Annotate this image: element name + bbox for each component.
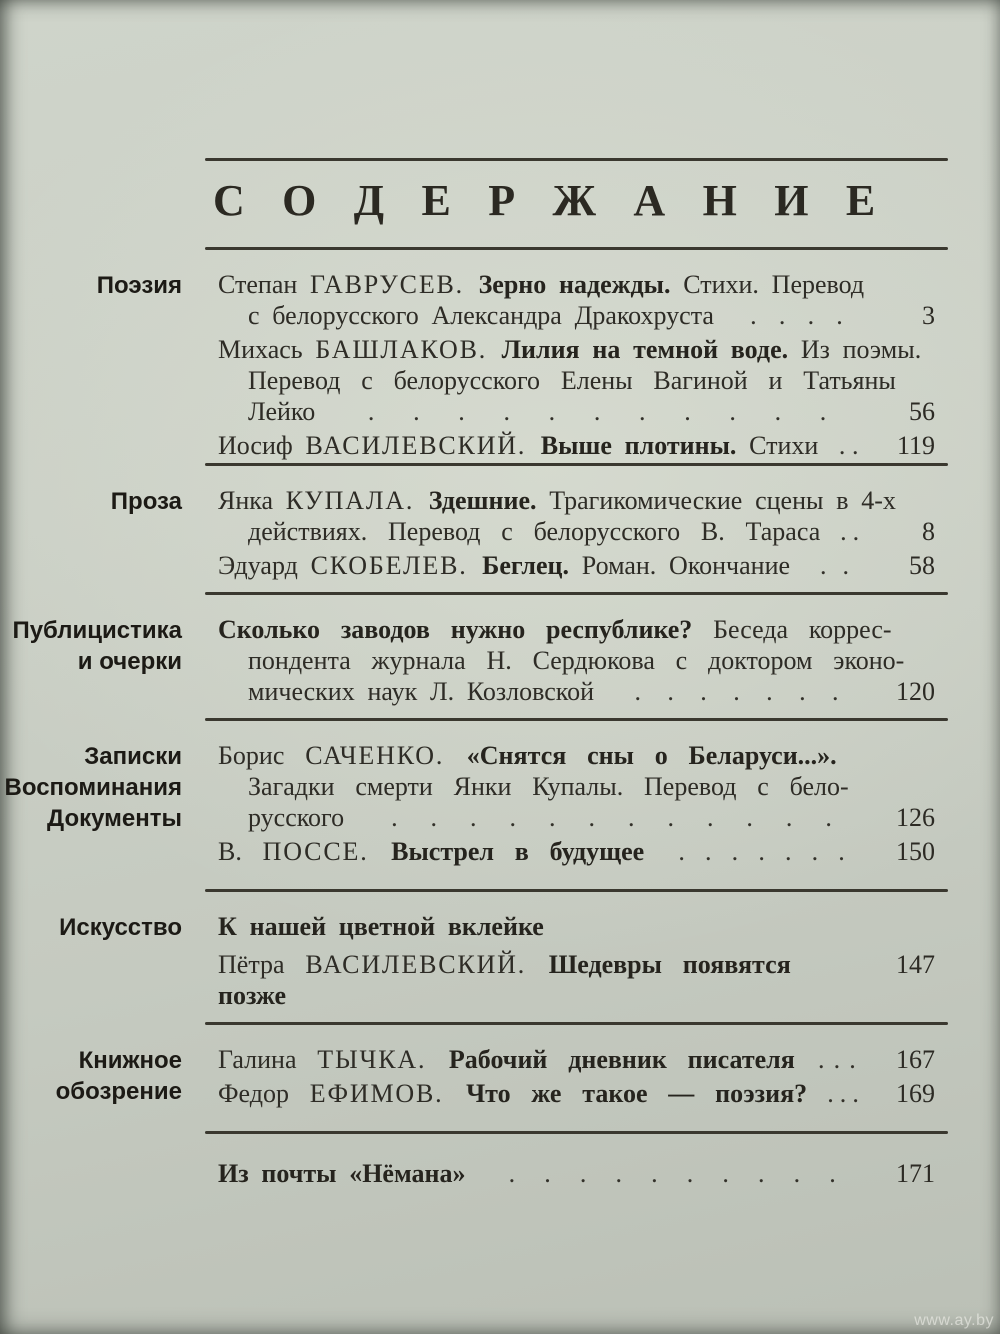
toc-entry — [218, 550, 935, 581]
entry-text — [248, 300, 714, 331]
section-label-line: Искусство — [59, 914, 182, 941]
watermark-ay-by: www.ay.by — [914, 1312, 994, 1329]
leader-dot: . — [615, 1159, 622, 1188]
leader-dot: . — [817, 1045, 825, 1074]
page-number: 147 — [896, 950, 935, 979]
toc-section — [0, 1134, 1000, 1200]
leader-dots — [358, 802, 865, 833]
section-label — [0, 269, 182, 461]
toc-entry — [218, 269, 935, 331]
toc-entry-line — [218, 1078, 935, 1109]
leader-dot: . — [731, 837, 739, 866]
entry-text — [218, 269, 864, 300]
entry-text-segment: Роман. Окончание — [581, 551, 791, 580]
toc-entry-line — [218, 269, 935, 300]
section-label — [0, 1044, 182, 1109]
entry-text-segment: действиях. Перевод с белорусского В. Тараса — [248, 517, 821, 546]
leader-dot: . — [627, 803, 635, 832]
page-number: 169 — [896, 1079, 935, 1108]
leader-dot: . — [838, 431, 846, 460]
entry-text-segment: Иосиф — [218, 431, 306, 460]
leader-dot: . — [774, 397, 782, 426]
toc-entry-line — [218, 836, 935, 867]
toc-entry-line — [218, 614, 935, 645]
entry-text-segment: ГАВРУСЕВ. — [310, 270, 479, 299]
leader-dots — [809, 1044, 865, 1075]
leader-dot: . — [750, 301, 757, 330]
toc-entry-line — [218, 396, 935, 427]
entry-text-segment: ЕФИМОВ. — [309, 1079, 467, 1108]
leader-dot: . — [833, 1045, 841, 1074]
leader-dot: . — [820, 551, 827, 580]
entry-text-segment: Янка — [218, 486, 286, 515]
leader-dot: . — [413, 397, 420, 426]
leader-dot: . — [793, 1159, 801, 1188]
page-number: 150 — [896, 837, 935, 866]
section-label-line: Поэзия — [96, 272, 182, 299]
section-entries — [218, 485, 935, 581]
section-label — [0, 740, 182, 867]
page-number: 119 — [896, 431, 935, 460]
entry-text-segment: «Снятся сны о Беларуси...». — [466, 741, 837, 770]
leader-dot: . — [838, 837, 845, 866]
entry-text — [218, 430, 818, 461]
toc-entry — [218, 430, 935, 461]
entry-text-segment: Пётра — [218, 950, 306, 979]
leader-dot: . — [842, 551, 849, 580]
entry-text — [218, 550, 790, 581]
leader-dot: . — [766, 677, 773, 706]
section-label-line: и очерки — [77, 648, 182, 675]
entry-text-segment: Борис — [218, 741, 306, 770]
entry-text-segment: мических наук Л. Козловской — [248, 677, 595, 706]
section-label — [0, 911, 182, 1011]
leader-dot: . — [686, 1159, 694, 1188]
toc-sections — [0, 247, 1000, 1200]
section-label-line: Записки — [84, 743, 182, 770]
leader-dot: . — [678, 837, 685, 866]
leader-dots — [728, 300, 865, 331]
entry-text-segment: Стихи — [749, 431, 819, 460]
entry-text-segment: ВАСИЛЕВСКИЙ. — [305, 431, 541, 460]
entry-text — [218, 1078, 807, 1109]
section-label — [0, 614, 182, 707]
section-entries — [218, 269, 935, 461]
toc-section — [0, 595, 1000, 718]
entry-text-segment: Зерно надежды. — [478, 270, 684, 299]
entry-text — [218, 740, 837, 771]
leader-dot: . — [549, 803, 556, 832]
toc-entry — [218, 485, 935, 547]
toc-entry-line — [218, 802, 935, 833]
toc-entry-line — [218, 949, 935, 1011]
page-number: 58 — [909, 551, 935, 580]
entry-text — [248, 676, 594, 707]
toc-entry-line — [218, 550, 935, 581]
entry-text-segment: Что же такое — поэзия? — [466, 1079, 808, 1108]
entry-text — [248, 396, 315, 427]
page-number: 120 — [896, 677, 935, 706]
entry-text — [248, 365, 896, 396]
toc-entry — [218, 740, 935, 833]
leader-dot: . — [807, 301, 815, 330]
leader-dot: . — [391, 803, 398, 832]
entry-text-segment: русского — [248, 803, 345, 832]
section-entries — [218, 1158, 935, 1189]
entry-text-segment: Загадки смерти Янки Купалы. Перевод с бело- — [248, 772, 849, 801]
leader-dot: . — [827, 1079, 834, 1108]
entry-text-segment: Выше плотины. — [540, 431, 750, 460]
leader-dot: . — [706, 803, 714, 832]
entry-text-segment: В. — [218, 837, 263, 866]
page-number: 126 — [896, 803, 935, 832]
entry-text-segment: Сколько заводов нужно республике? — [218, 615, 714, 644]
leader-dot: . — [503, 397, 510, 426]
leader-dot: . — [548, 397, 556, 426]
entry-text-segment: ТЫЧКА. — [317, 1045, 449, 1074]
toc-entry-line — [218, 485, 935, 516]
leader-dot: . — [705, 837, 712, 866]
section-label — [0, 1158, 182, 1189]
entry-text-segment: Шедевры появятся позже — [218, 950, 812, 1010]
toc-entry — [218, 614, 935, 707]
leader-dot: . — [667, 677, 674, 706]
leader-dots — [608, 676, 865, 707]
entry-text-segment: Степан — [218, 270, 311, 299]
leader-dot: . — [852, 517, 860, 546]
leader-dots — [834, 516, 865, 547]
entry-text — [248, 771, 849, 802]
leader-dot: . — [819, 397, 827, 426]
leader-dots — [804, 550, 865, 581]
toc-entry-line — [218, 771, 935, 802]
leader-dot: . — [851, 431, 859, 460]
leader-dot: . — [825, 803, 832, 832]
leader-dot: . — [811, 837, 819, 866]
toc-entry — [218, 1044, 935, 1075]
toc-entry-line — [218, 365, 935, 396]
toc-entry-line — [218, 1158, 935, 1189]
leader-dot: . — [746, 803, 753, 832]
section-entries — [218, 911, 935, 1011]
leader-dot: . — [639, 397, 646, 426]
leader-dot: . — [839, 1079, 847, 1108]
toc-title: С О Д Е Р Ж А Н И Е — [213, 176, 889, 225]
leader-dot: . — [579, 1159, 587, 1188]
leader-dots — [479, 1158, 865, 1189]
page-number: 8 — [922, 517, 935, 546]
entry-text-segment: ВАСИЛЕВСКИЙ. — [305, 950, 549, 979]
toc-section — [0, 721, 1000, 889]
entry-text — [218, 485, 896, 516]
leader-dots — [658, 836, 865, 867]
leader-dot: . — [367, 397, 375, 426]
toc-entry-line — [218, 430, 935, 461]
entry-text-segment: Из почты «Нёмана» — [218, 1159, 466, 1188]
entry-text-segment: Стихи. Перевод — [683, 270, 865, 299]
page-number: 3 — [922, 301, 935, 330]
leader-dot: . — [667, 803, 674, 832]
entry-text — [218, 334, 921, 365]
leader-dot: . — [634, 677, 641, 706]
section-label-line: Книжное — [78, 1047, 182, 1074]
toc-entry-line — [218, 1044, 935, 1075]
leader-dot: . — [829, 1159, 836, 1188]
toc-entry-line — [218, 911, 935, 942]
section-label-line: Проза — [110, 488, 182, 515]
leader-dot: . — [840, 517, 847, 546]
toc-section — [0, 1025, 1000, 1131]
toc-entry-line — [218, 676, 935, 707]
entry-text-segment: Из поэмы. — [800, 335, 922, 364]
toc-section — [0, 466, 1000, 592]
entry-text-segment: Галина — [218, 1045, 318, 1074]
entry-text — [248, 645, 904, 676]
leader-dots — [329, 396, 865, 427]
leader-dot: . — [836, 301, 843, 330]
leader-dot: . — [831, 677, 839, 706]
leader-dot: . — [651, 1159, 658, 1188]
entry-text — [248, 516, 820, 547]
leader-dot: . — [722, 1159, 729, 1188]
section-label-line: Публицистика — [12, 617, 182, 644]
entry-text-segment: Беглец. — [482, 551, 582, 580]
section-entries — [218, 1044, 935, 1109]
page-number: 171 — [896, 1159, 935, 1188]
entry-text-segment: Беседа коррес- — [713, 615, 892, 644]
entry-text-segment: пондента журнала Н. Сердюкова с доктором эконо- — [248, 646, 905, 675]
entry-text-segment: ПОССЕ. — [262, 837, 392, 866]
leader-dot: . — [593, 397, 601, 426]
leader-dot: . — [852, 1079, 859, 1108]
entry-text-segment: Эдуард — [218, 551, 311, 580]
section-entries — [218, 740, 935, 867]
leader-dot: . — [684, 397, 691, 426]
entry-text-segment: с белорусского Александра Дракохруста — [248, 301, 714, 330]
toc-entry-line — [218, 334, 935, 365]
leader-dot: . — [588, 803, 595, 832]
toc-entry — [218, 334, 935, 427]
toc-entry-line — [218, 516, 935, 547]
entry-text-segment: БАШЛАКОВ. — [315, 335, 502, 364]
toc-entry-line — [218, 645, 935, 676]
entry-text-segment: Выстрел в будущее — [391, 837, 645, 866]
entry-text — [218, 1158, 465, 1189]
toc-section — [0, 250, 1000, 463]
leader-dot: . — [785, 803, 793, 832]
section-label-line: Документы — [47, 805, 182, 832]
entry-text-segment: Перевод с белорусского Елены Вагиной и Татьяны — [248, 366, 896, 395]
entry-text-segment: Здешние. — [428, 486, 550, 515]
leader-dot: . — [430, 803, 438, 832]
page-number: 56 — [909, 397, 935, 426]
leader-dot: . — [733, 677, 740, 706]
leader-dot: . — [784, 837, 792, 866]
toc-entry — [218, 1078, 935, 1109]
toc-entry — [218, 911, 935, 942]
leader-dot: . — [509, 803, 517, 832]
leader-dot: . — [799, 677, 806, 706]
entry-text — [218, 1044, 795, 1075]
entry-text — [218, 614, 892, 645]
section-label-line: обозрение — [55, 1078, 182, 1105]
leader-dots — [832, 430, 865, 461]
entry-text — [248, 802, 344, 833]
leader-dot: . — [700, 677, 707, 706]
entry-text-segment: Михась — [218, 335, 316, 364]
toc-entry — [218, 836, 935, 867]
section-label-line: Воспоминания — [4, 774, 182, 801]
leader-dot: . — [849, 1045, 856, 1074]
section-entries — [218, 614, 935, 707]
entry-text — [218, 911, 544, 942]
leader-dot: . — [758, 837, 765, 866]
leader-dot: . — [508, 1159, 516, 1188]
entry-text — [218, 949, 851, 1011]
leader-dots — [821, 1078, 865, 1109]
entry-text-segment: Лейко — [248, 397, 316, 426]
entry-text-segment: Лилия на темной воде. — [501, 335, 801, 364]
entry-text-segment: Рабочий дневник писателя — [448, 1045, 795, 1074]
entry-text-segment: Трагикомические сцены в 4-х — [549, 486, 896, 515]
leader-dot: . — [778, 301, 786, 330]
toc-section — [0, 892, 1000, 1022]
leader-dot: . — [470, 803, 477, 832]
leader-dot: . — [757, 1159, 765, 1188]
toc-entry — [218, 1158, 935, 1189]
entry-text-segment: СКОБЕЛЕВ. — [310, 551, 483, 580]
entry-text-segment: К нашей цветной вклейке — [218, 912, 544, 941]
section-label — [0, 485, 182, 581]
leader-dot: . — [544, 1159, 551, 1188]
toc-entry-line — [218, 740, 935, 771]
entry-text-segment: САЧЕНКО. — [305, 741, 467, 770]
entry-text — [218, 836, 644, 867]
entry-text-segment: Федор — [218, 1079, 310, 1108]
toc-entry — [218, 949, 935, 1011]
leader-dot: . — [729, 397, 736, 426]
page-number: 167 — [896, 1045, 935, 1074]
horizontal-rule — [205, 158, 948, 161]
toc-entry-line — [218, 300, 935, 331]
leader-dot: . — [458, 397, 465, 426]
entry-text-segment: КУПАЛА. — [285, 486, 429, 515]
